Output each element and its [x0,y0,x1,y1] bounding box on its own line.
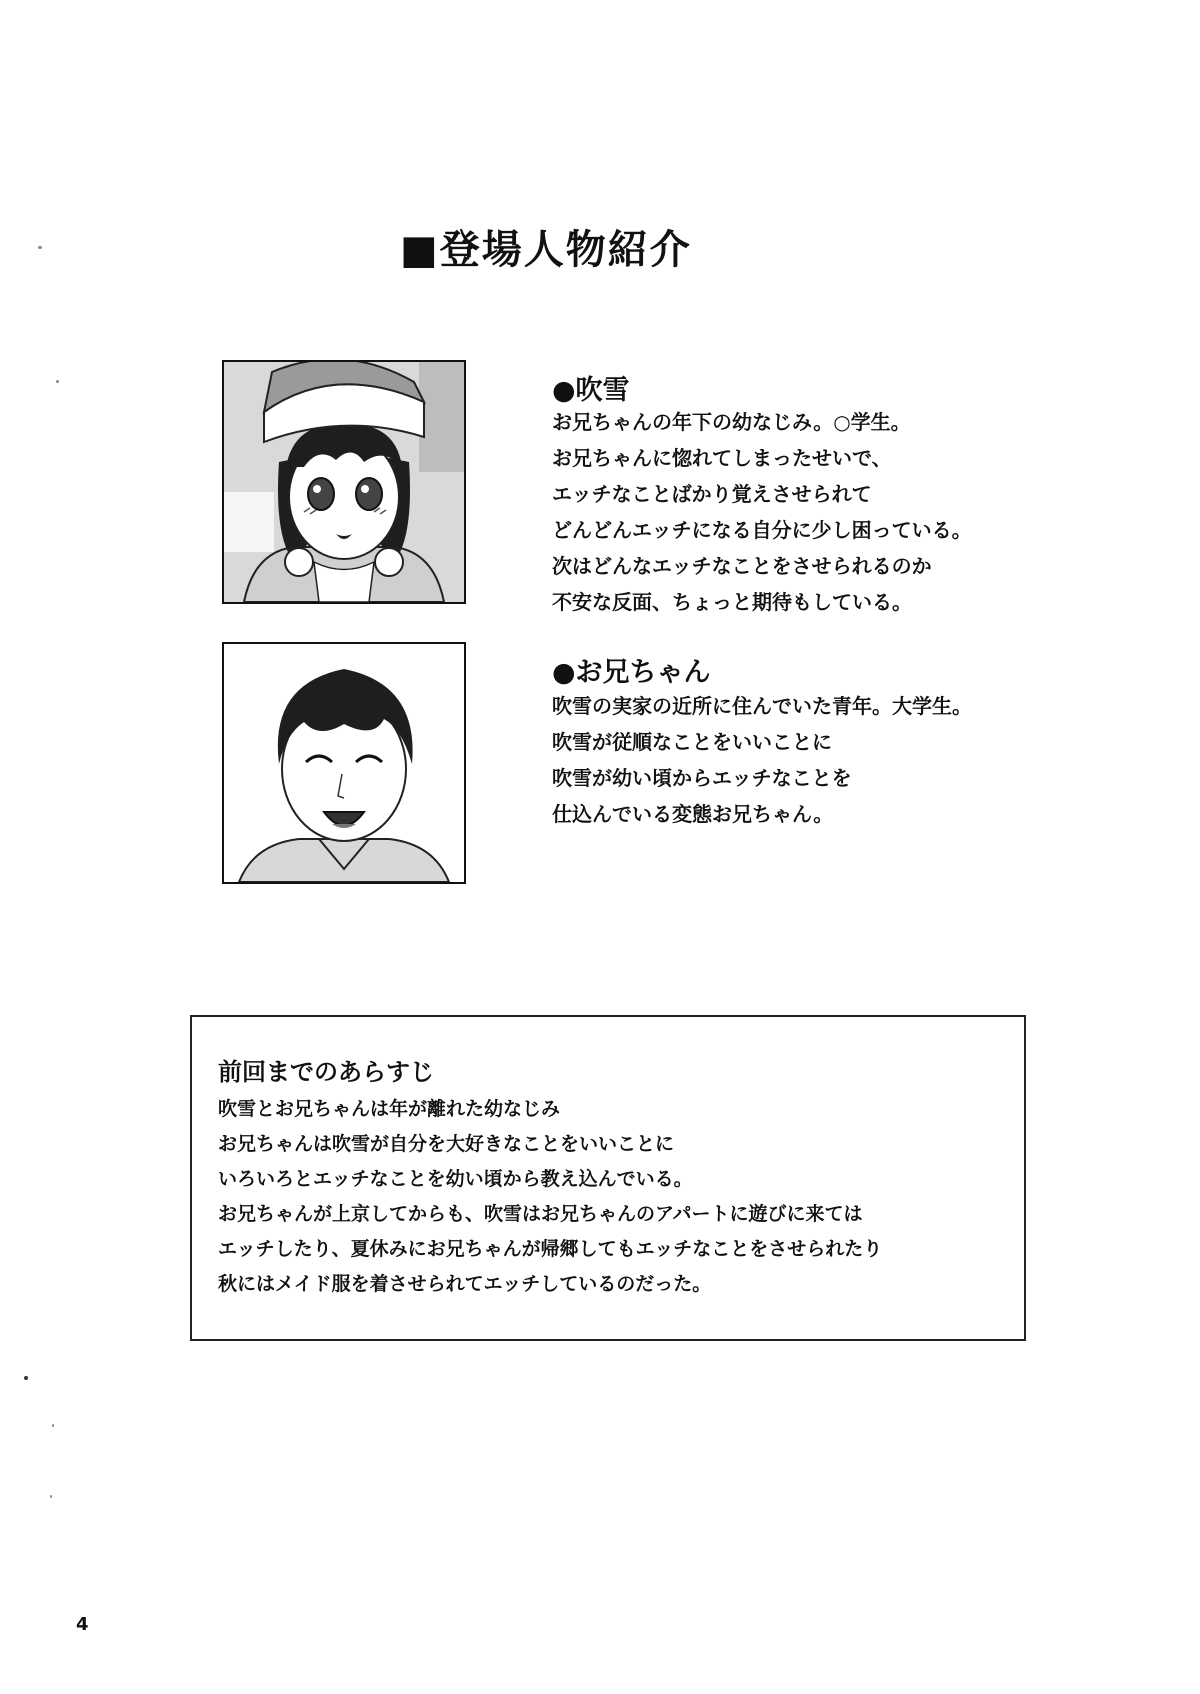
synopsis-line: 吹雪とお兄ちゃんは年が離れた幼なじみ [218,1098,561,1120]
description-line: 吹雪が従順なことをいいことに [552,730,832,754]
synopsis-heading: 前回までのあらすじ [218,1058,434,1086]
synopsis-line: 秋にはメイド服を着させられてエッチしているのだった。 [218,1273,712,1295]
page-title: ■登場人物紹介 [400,227,692,273]
description-line: お兄ちゃんに惚れてしまったせいで、 [552,446,892,470]
character-description-oniichan [552,688,972,832]
oniichan-portrait [222,642,466,884]
character-name-oniichan: ●お兄ちゃん [552,657,711,688]
synopsis-line: エッチしたり、夏休みにお兄ちゃんが帰郷してもエッチなことをさせられたり [218,1238,883,1260]
description-line: 吹雪の実家の近所に住んでいた青年。大学生。 [552,694,972,718]
scan-speck [38,246,42,249]
scan-speck [52,1424,54,1427]
synopsis-box [190,1015,1026,1341]
description-line: エッチなことばかり覚えさせられて [552,482,872,506]
synopsis-text [218,1092,882,1302]
description-line: どんどんエッチになる自分に少し困っている。 [552,518,972,542]
synopsis-line: いろいろとエッチなことを幼い頃から教え込んでいる。 [218,1168,693,1190]
fubuki-portrait [222,360,466,604]
scan-speck [24,1376,28,1380]
description-line: 仕込んでいる変態お兄ちゃん。 [552,802,834,826]
character-name-fubuki: ●吹雪 [552,375,630,406]
description-line: お兄ちゃんの年下の幼なじみ。○学生。 [552,410,911,434]
synopsis-line: お兄ちゃんが上京してからも、吹雪はお兄ちゃんのアパートに遊びに来ては [218,1203,863,1225]
description-line: 吹雪が幼い頃からエッチなことを [552,766,852,790]
synopsis-line: お兄ちゃんは吹雪が自分を大好きなことをいいことに [218,1133,675,1155]
character-description-fubuki [552,404,972,620]
scan-speck [56,380,59,383]
scan-speck [50,1495,52,1498]
page-number: 4 [76,1614,89,1635]
description-line: 不安な反面、ちょっと期待もしている。 [552,590,912,614]
description-line: 次はどんなエッチなことをさせられるのか [552,554,932,578]
